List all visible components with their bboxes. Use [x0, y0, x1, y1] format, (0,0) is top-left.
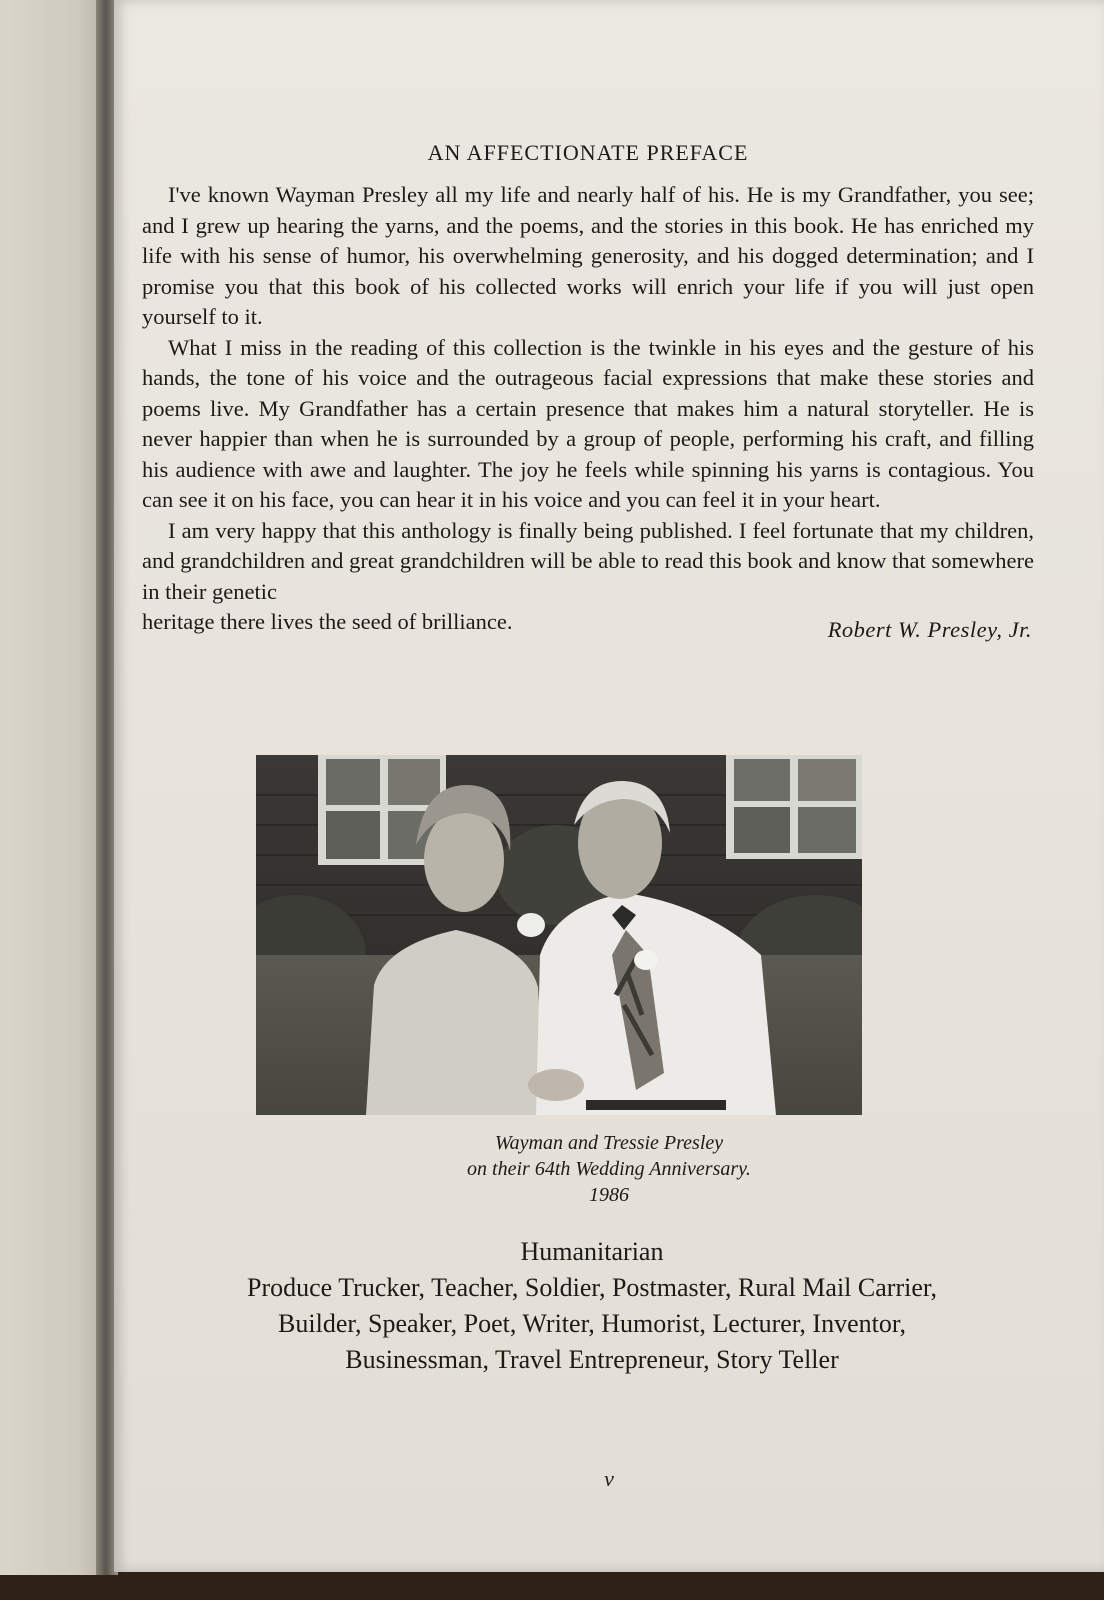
caption-occasion: on their 64th Wedding Anniversary.	[467, 1158, 751, 1180]
roles-line-1: Produce Trucker, Teacher, Soldier, Postmaster, Rural Mail Carrier,	[246, 1273, 937, 1302]
caption-year: 1986	[589, 1184, 629, 1206]
caption-names: Wayman and Tressie Presley	[494, 1132, 724, 1154]
anniversary-photo-image	[256, 755, 862, 1115]
photo-caption	[114, 1130, 1104, 1208]
anniversary-photo	[256, 755, 862, 1115]
page-number: v	[604, 1466, 614, 1491]
preface-paragraph-2: What I miss in the reading of this collection is the twinkle in his eyes and the gesture of his hands, the tone of his voice and the outrageous facial expressions that make these stories and poems live. My Grandfather has a certain presence that makes him a natural storyteller. He is never happier than when he is surrounded by a group of people, performing his craft, and filling his audience with awe and laughter. The joy he feels while spinning his yarns is contagious. You can see it on his face, you can hear it in his voice and you can feel it in your heart.	[142, 334, 1034, 512]
roles-heading: Humanitarian	[520, 1237, 664, 1266]
roles-list	[92, 1234, 1092, 1378]
preface-signature: Robert W. Presley, Jr.	[827, 617, 1032, 642]
roles-line-3: Businessman, Travel Entrepreneur, Story Teller	[345, 1345, 839, 1374]
roles-line-2: Builder, Speaker, Poet, Writer, Humorist, Lecturer, Inventor,	[278, 1309, 906, 1338]
preface-paragraph-1: I've known Wayman Presley all my life and nearly half of his. He is my Grandfather, you see; and I grew up hearing the yarns, and the poems, and the stories in this book. He has enriched my life with his sense of humor, his overwhelming generosity, and his dogged determination; and I promise you that this book of his collected works will enrich your life if you will just open yourself to it.	[142, 182, 1034, 329]
closing-line-row	[142, 607, 1034, 642]
preface-title: AN AFFECTIONATE PREFACE	[427, 140, 749, 165]
preface-paragraph-3: I am very happy that this anthology is finally being published. I feel fortunate that my children, and grandchildren and great grandchildren will be able to read this book and know that somewhere in their genetic	[142, 517, 1034, 604]
preface-closing-line: heritage there lives the seed of brilliance.	[142, 609, 513, 634]
book-page	[114, 0, 1104, 1572]
preface-text-block	[142, 140, 1034, 642]
